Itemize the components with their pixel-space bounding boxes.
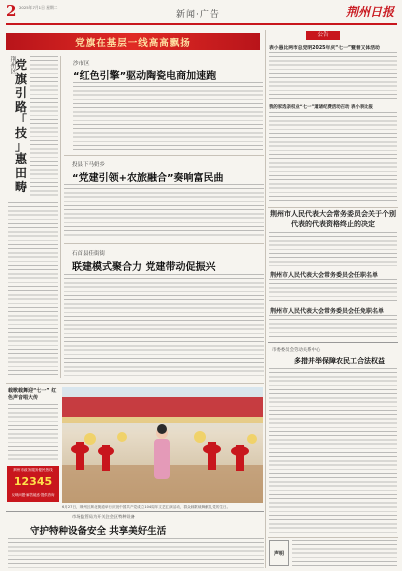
section-title: 新闻·广告 (176, 10, 220, 20)
performance-photo (62, 387, 263, 503)
left-body (8, 202, 58, 378)
article3-title: 联建模式聚合力 党建带动促振兴 (72, 262, 216, 273)
headline-char: 田 (14, 166, 27, 180)
union-title: 多措并举保障农民工合法权益 (294, 357, 385, 365)
left-body-top (30, 56, 58, 198)
article1-kicker: 沙市区 (73, 61, 90, 67)
headline-char: 路 (14, 100, 27, 114)
article1-title: “红色引擎”驱动陶瓷电商加速跑 (73, 71, 217, 82)
masthead (0, 0, 402, 27)
divider (268, 537, 398, 538)
masthead-rule (6, 23, 397, 25)
photo-illustration (62, 387, 263, 503)
headline-char: 旗 (14, 72, 27, 86)
statement-box (269, 540, 289, 566)
announcement3-title: 荆州市人民代表大会常务委员会任免职名单 (270, 308, 385, 315)
notice2-title: 我的家选亲权业“七一”道诸纪费活动召动 表小表比报 (269, 105, 373, 110)
hotline-label: 荆州市政务服务便民热线 (13, 468, 53, 472)
issue-date: 2025年7月1日 星期二 (19, 5, 58, 10)
divider (6, 511, 264, 512)
hotline-number: 12345 (13, 475, 53, 488)
article2-body (64, 184, 264, 238)
statement-body (292, 540, 397, 566)
union-body (269, 368, 397, 534)
topic-banner (6, 33, 260, 50)
article5-kicker: 市场监管局为开关注会区特种设备 (72, 514, 135, 519)
left-column-divider (60, 56, 61, 378)
headline-char: 畴 (14, 180, 27, 194)
banner-title: 党旗在基层一线高高飘扬 (75, 38, 191, 49)
headline-char: 引 (14, 86, 27, 100)
announcement1-title: 荆州市人民代表大会常务委员会关于个别代表的代表资格终止的决定 (270, 210, 396, 228)
union-kicker: 市委委员会劳动关系中心 (272, 348, 321, 353)
article4-title: 载歌载舞迎“七一” 红色声音唱大传 (8, 388, 57, 401)
hotline-note: 反映问题·解答疑惑·提供咨询 (11, 493, 55, 497)
divider (64, 243, 264, 244)
divider (268, 207, 398, 208)
divider (64, 155, 264, 156)
divider (6, 383, 264, 384)
right-tag-label: 公告 (317, 32, 329, 38)
paper-logo: 荆州日报 (346, 5, 395, 19)
article1-body (73, 82, 263, 152)
right-column-divider (265, 30, 266, 568)
headline-char: 「 (14, 113, 27, 127)
headline-char: 技 (14, 126, 27, 140)
right-tag (306, 31, 340, 40)
headline-char: 」 (14, 139, 27, 153)
headline-char: 党 (14, 58, 27, 72)
statement-label: 声明 (273, 551, 284, 557)
divider (268, 342, 398, 343)
article2-title: “党建引领+农旅融合”奏响富民曲 (72, 173, 224, 184)
page-number: 2 (6, 2, 17, 20)
left-headline (14, 58, 28, 194)
notice1-title: 表小悬比两市总党明2025年庆“七一”暨普又体活动 (269, 46, 380, 51)
announcement2-body (269, 279, 397, 301)
hotline-box (7, 466, 59, 502)
article3-kicker: 石首县佳街街 (72, 251, 106, 257)
article2-kicker: 投县下马奶乡 (72, 162, 106, 168)
headline-char: 惠 (14, 152, 27, 166)
announcement2-title: 荆州市人民代表大会常务委员会任职名单 (270, 272, 379, 279)
notice2-body (269, 112, 397, 204)
article3-body (64, 274, 264, 378)
article5-body (8, 538, 264, 568)
notice1-body (269, 52, 397, 100)
left-column-tag: 荆州区 (9, 56, 16, 74)
article5-title: 守护特种设备安全 共享美好生活 (30, 526, 167, 537)
article4-body (8, 404, 58, 462)
announcement3-body (269, 315, 397, 339)
photo-caption: 6月27日，荆州区荆北街道举行庆祝中国共产党成立104周年文艺汇演活动，群众载歌载舞献礼党的生日。 (62, 505, 231, 509)
announcement1-body (269, 232, 397, 266)
